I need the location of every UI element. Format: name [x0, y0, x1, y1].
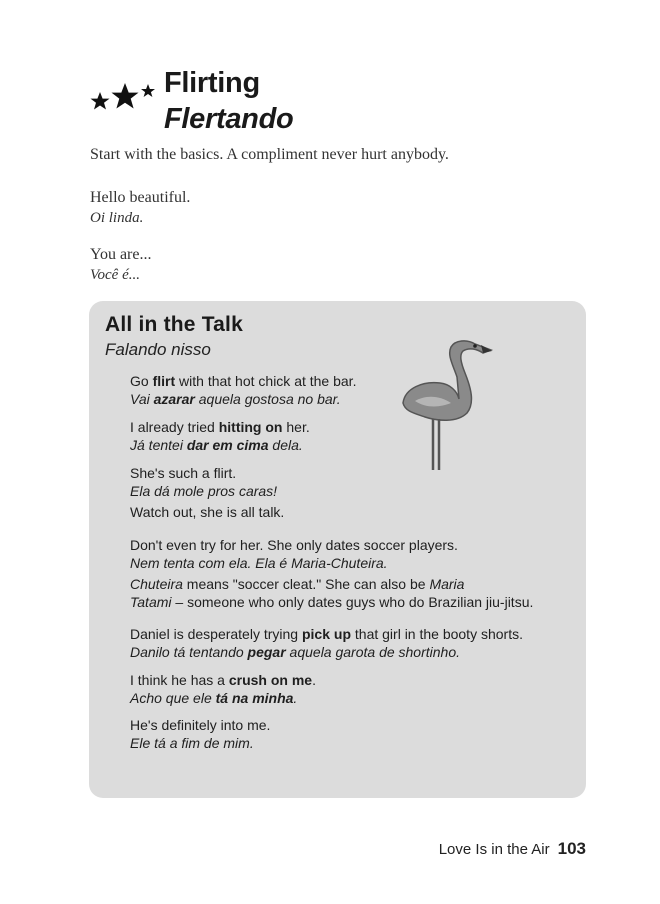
phrase-keyword: hitting on [218, 419, 283, 435]
phrase-pt: Você é... [90, 267, 140, 283]
phrase-entry [130, 464, 560, 521]
phrase-keyword: pegar [247, 644, 286, 660]
phrase-pt [130, 436, 560, 454]
phrase-entry [130, 716, 560, 752]
example-phrase [90, 187, 190, 229]
note-term: Maria [429, 576, 465, 592]
phrase-pt: Ele tá a fim de mim. [130, 735, 254, 751]
note-term: Tatami [130, 594, 172, 610]
difficulty-stars-icon [89, 80, 159, 110]
phrase-en: Don't even try for her. She only dates soccer players. [130, 537, 458, 553]
phrase-keyword: pick up [301, 626, 351, 642]
section-title: Flirting [164, 67, 260, 99]
phrase-pt [130, 643, 560, 661]
phrase-pt-part: Vai [130, 391, 154, 407]
phrase-pt-part: Já tentei [130, 437, 187, 453]
phrase-keyword: dar em cima [186, 437, 269, 453]
phrase-pt-part: Acho que ele [130, 690, 216, 706]
phrase-en-part: Go [130, 373, 153, 389]
phrase-entry [130, 418, 560, 454]
phrase-entry [130, 671, 560, 707]
phrase-pt: Oi linda. [90, 210, 144, 226]
phrase-en-part: I think he has a [130, 672, 229, 688]
phrase-en: He's definitely into me. [130, 717, 271, 733]
phrase-en-part: that girl in the booty shorts. [351, 626, 523, 642]
phrase-pt-part: dela. [268, 437, 303, 453]
phrase-pt-part: . [293, 690, 298, 706]
intro-text: Start with the basics. A compliment never hurt anybody. [90, 146, 449, 163]
phrase-pt-part: aquela garota de shortinho. [285, 644, 461, 660]
phrase-pt [130, 689, 560, 707]
phrase-en-part: Daniel is desperately trying [130, 626, 302, 642]
phrase-en: She's such a flirt. [130, 465, 237, 481]
phrase-en-part: with that hot chick at the bar. [175, 373, 357, 389]
note-term: Chuteira [130, 576, 183, 592]
note-text: – someone who only dates guys who do Brazilian jiu-jitsu. [171, 594, 534, 610]
usage-note-line2 [130, 593, 560, 611]
chapter-name: Love Is in the Air [438, 841, 550, 858]
phrase-keyword: azarar [153, 391, 195, 407]
phrase-en-part: I already tried [130, 419, 219, 435]
section-title-translation: Flertando [164, 103, 294, 135]
phrase-entry [130, 372, 560, 408]
phrase-keyword: crush on me [228, 672, 313, 688]
page-footer [439, 839, 586, 859]
page-number: 103 [557, 839, 586, 858]
phrase-entry [130, 536, 560, 611]
phrase-pt: Nem tenta com ela. Ela é Maria-Chuteira. [130, 555, 388, 571]
phrase-keyword: tá na minha [215, 690, 294, 706]
note-text: means "soccer cleat." She can also be [182, 576, 430, 592]
phrase-en: Watch out, she is all talk. [130, 504, 285, 520]
phrase-pt: Ela dá mole pros caras! [130, 483, 278, 499]
phrase-keyword: flirt [152, 373, 176, 389]
phrase-pt-part: aquela gostosa no bar. [194, 391, 341, 407]
phrase-en: You are... [90, 246, 152, 263]
phrase-en: Hello beautiful. [90, 189, 191, 206]
example-phrase [90, 244, 151, 286]
phrase-pt-part: Danilo tá tentando [130, 644, 248, 660]
phrase-entry [130, 625, 560, 661]
phrase-en-part: her. [282, 419, 310, 435]
usage-note [130, 575, 560, 593]
phrase-en-part: . [312, 672, 316, 688]
sidebar-subtitle: Falando nisso [105, 340, 211, 359]
phrase-pt [130, 390, 560, 408]
sidebar-title: All in the Talk [105, 313, 243, 336]
